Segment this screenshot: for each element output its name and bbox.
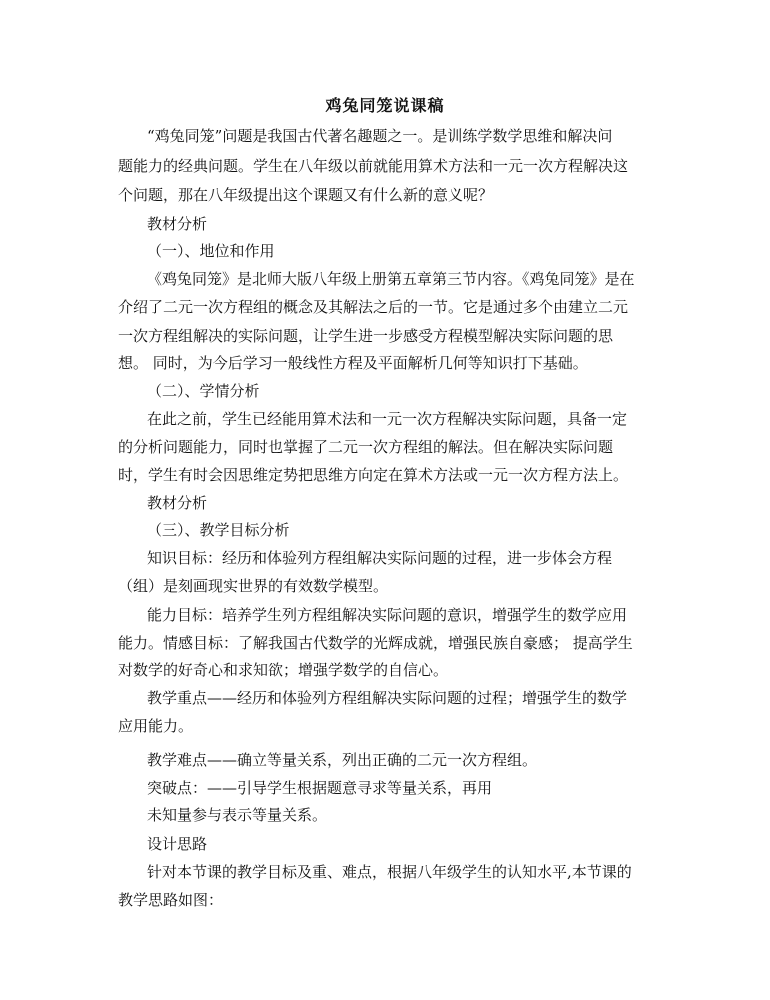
paragraph-line: 一次方程组解决的实际问题，让学生进一步感受方程模型解决实际问题的思 <box>118 327 614 345</box>
page-title: 鸡兔同笼说课稿 <box>325 96 445 115</box>
paragraph-line: 教学难点——确立等量关系，列出正确的二元一次方程组。 <box>147 751 538 769</box>
paragraph-line: 能力。情感目标：了解我国古代数学的光辉成就，增强民族自豪感； 提高学生 <box>118 634 633 652</box>
section-heading: 教材分析 <box>147 215 208 233</box>
subsection-heading: （三）、教学目标分析 <box>147 521 290 539</box>
paragraph-line: 未知量参与表示等量关系。 <box>147 806 328 824</box>
paragraph-line: 知识目标：经历和体验列方程组解决实际问题的过程，进一步体会方程 <box>147 549 613 567</box>
paragraph-line: 题能力的经典问题。学生在八年级以前就能用算术方法和一元一次方程解决这 <box>118 157 629 175</box>
paragraph-line: 针对本节课的教学目标及重、难点，根据八年级学生的认知水平,本节课的 <box>147 863 632 881</box>
section-heading: 设计思路 <box>147 835 208 853</box>
paragraph-line: （组）是刻画现实世界的有效数学模型。 <box>118 577 389 595</box>
section-heading: 教材分析 <box>147 494 208 512</box>
subsection-heading: （一）、地位和作用 <box>147 242 275 260</box>
paragraph-line: 想。 同时，为今后学习一般线性方程及平面解析几何等知识打下基础。 <box>118 354 588 372</box>
paragraph-line: 的分析问题能力，同时也掌握了二元一次方程组的解法。但在解决实际问题 <box>118 438 614 456</box>
paragraph-line: 教学重点——经历和体验列方程组解决实际问题的过程；增强学生的数学 <box>147 689 628 707</box>
paragraph-line: 介绍了二元一次方程组的概念及其解法之后的一节。它是通过多个由建立二元 <box>118 298 629 316</box>
paragraph-line: “鸡兔同笼”问题是我国古代著名趣题之一。是训练学数学思维和解决问 <box>147 127 613 145</box>
paragraph-line: 对数学的好奇心和求知欲；增强学数学的自信心。 <box>118 661 449 679</box>
paragraph-line: 能力目标：培养学生列方程组解决实际问题的意识，增强学生的数学应用 <box>147 606 628 624</box>
paragraph-line: 突破点：——引导学生根据题意寻求等量关系，再用 <box>147 779 493 797</box>
paragraph-line: 在此之前，学生已经能用算术法和一元一次方程解决实际问题，具备一定 <box>147 410 628 428</box>
paragraph-line: 《鸡兔同笼》是北师大版八年级上册第五章第三节内容。《鸡兔同笼》是在 <box>147 270 635 288</box>
paragraph-line: 应用能力。 <box>118 717 194 735</box>
paragraph-line: 个问题，那在八年级提出这个课题又有什么新的意义呢？ <box>118 186 494 204</box>
paragraph-line: 时，学生有时会因思维定势把思维方向定在算术方法或一元一次方程方法上。 <box>118 466 629 484</box>
subsection-heading: （二）、学情分析 <box>147 382 260 400</box>
paragraph-line: 教学思路如图： <box>118 891 224 909</box>
